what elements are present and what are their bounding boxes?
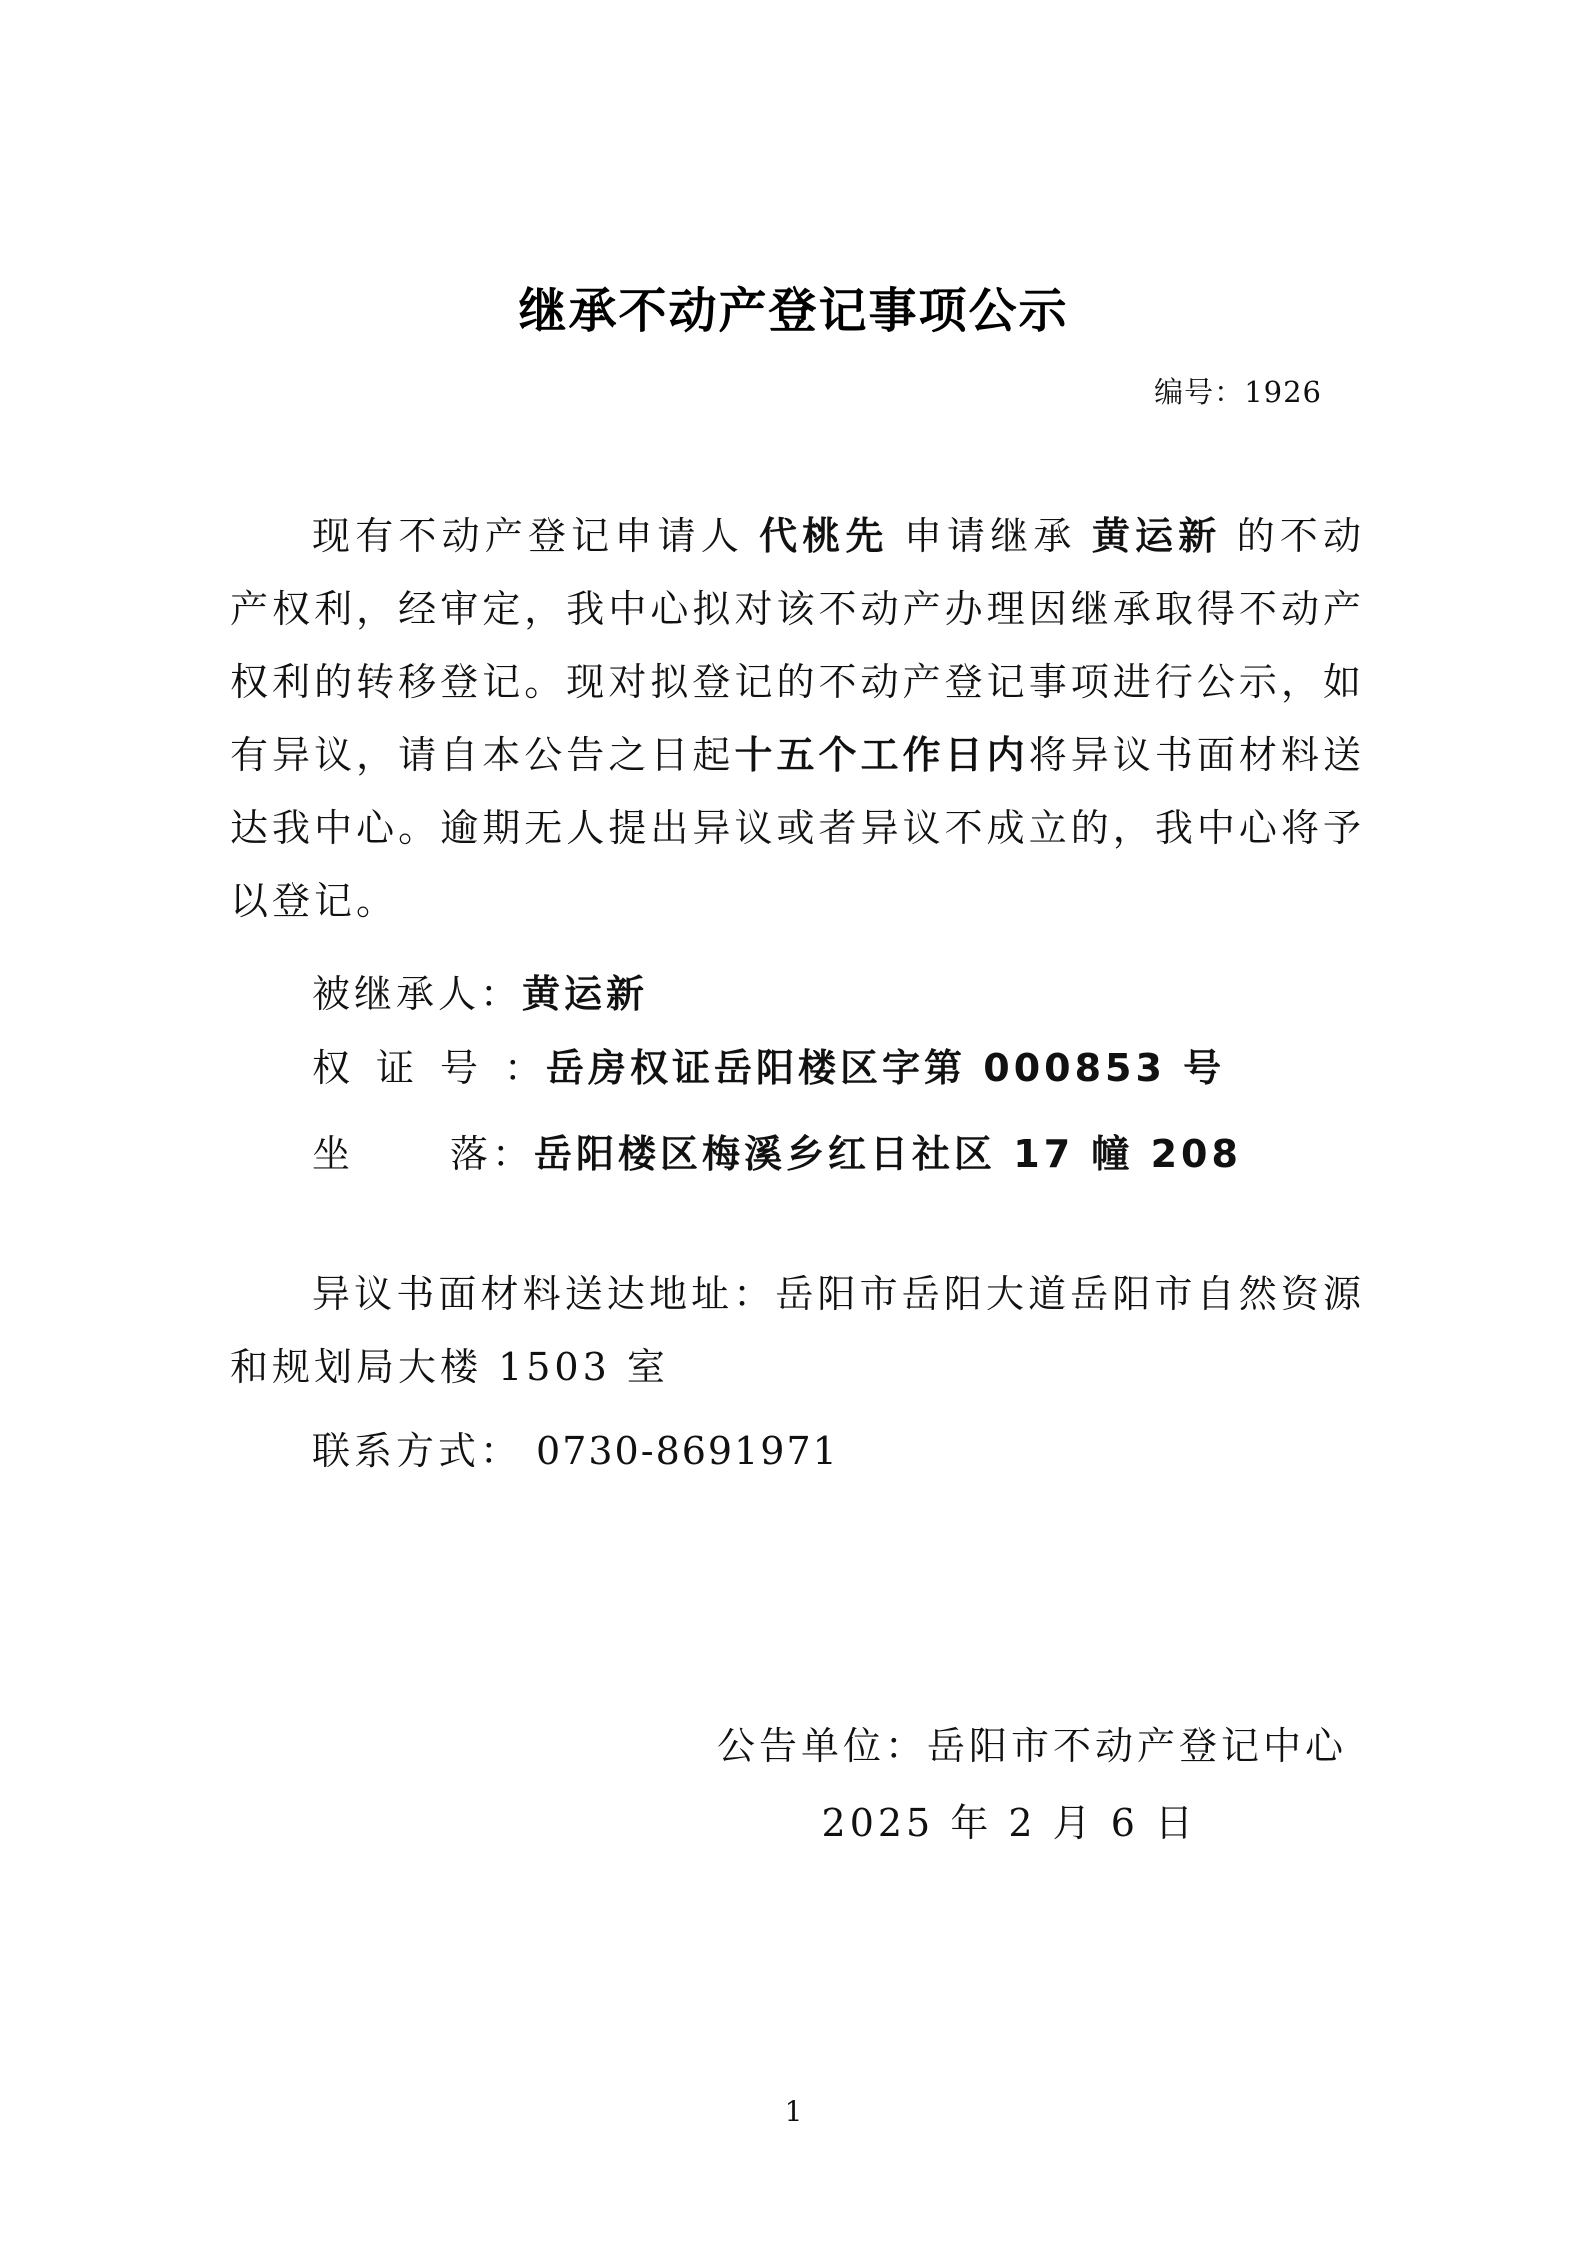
applicant-name: 代桃先	[757, 514, 889, 558]
announcement-paragraph	[230, 500, 1365, 938]
field-value: 岳房权证岳阳楼区字第 000853 号	[546, 1046, 1226, 1090]
field-decedent	[312, 963, 648, 1018]
field-value: 黄运新	[522, 972, 649, 1016]
page-number: 1	[784, 2095, 803, 2128]
field-label: 坐 落：	[312, 1132, 535, 1176]
contact-phone: 0730-8691971	[536, 1429, 839, 1473]
objection-deadline: 十五个工作日内	[734, 733, 1029, 777]
field-value: 岳阳楼区梅溪乡红日社区 17 幢 208	[534, 1132, 1242, 1176]
objection-address: 异议书面材料送达地址：岳阳市岳阳大道岳阳市自然资源和规划局大楼 1503 室	[230, 1272, 1365, 1389]
field-label: 被继承人：	[312, 972, 523, 1016]
decedent-name: 黄运新	[1090, 514, 1222, 558]
paragraph-mid: 申请继承	[902, 514, 1077, 558]
field-location	[312, 1123, 1242, 1178]
contact-info	[312, 1420, 839, 1475]
field-certificate-number	[312, 1037, 1225, 1092]
announcement-date: 2025 年 2 月 6 日	[821, 1801, 1197, 1845]
issuer: 公告单位：岳阳市不动产登记中心	[716, 1724, 1347, 1768]
paragraph-rest-2: 将异议书面材料送达我中心。逾期无人提出异议或者异议不成立的，我中心将予以登记。	[230, 733, 1365, 923]
page-title: 继承不动产登记事项公示	[518, 283, 1069, 339]
serial-label: 编号：	[1154, 375, 1245, 409]
paragraph-intro: 现有不动产登记申请人	[312, 514, 744, 558]
contact-label: 联系方式：	[312, 1429, 523, 1473]
paragraph-rest-1: 的不动产权利，经审定，我中心拟对该不动产办理因继承取得不动产权利的转移登记。现对拟登记的不动产登记事项进行公示，如有异议，请自本公告之日起	[230, 514, 1365, 777]
field-label: 权证号：	[312, 1046, 547, 1090]
serial-value: 1926	[1244, 375, 1322, 409]
serial-number	[1154, 370, 1322, 411]
